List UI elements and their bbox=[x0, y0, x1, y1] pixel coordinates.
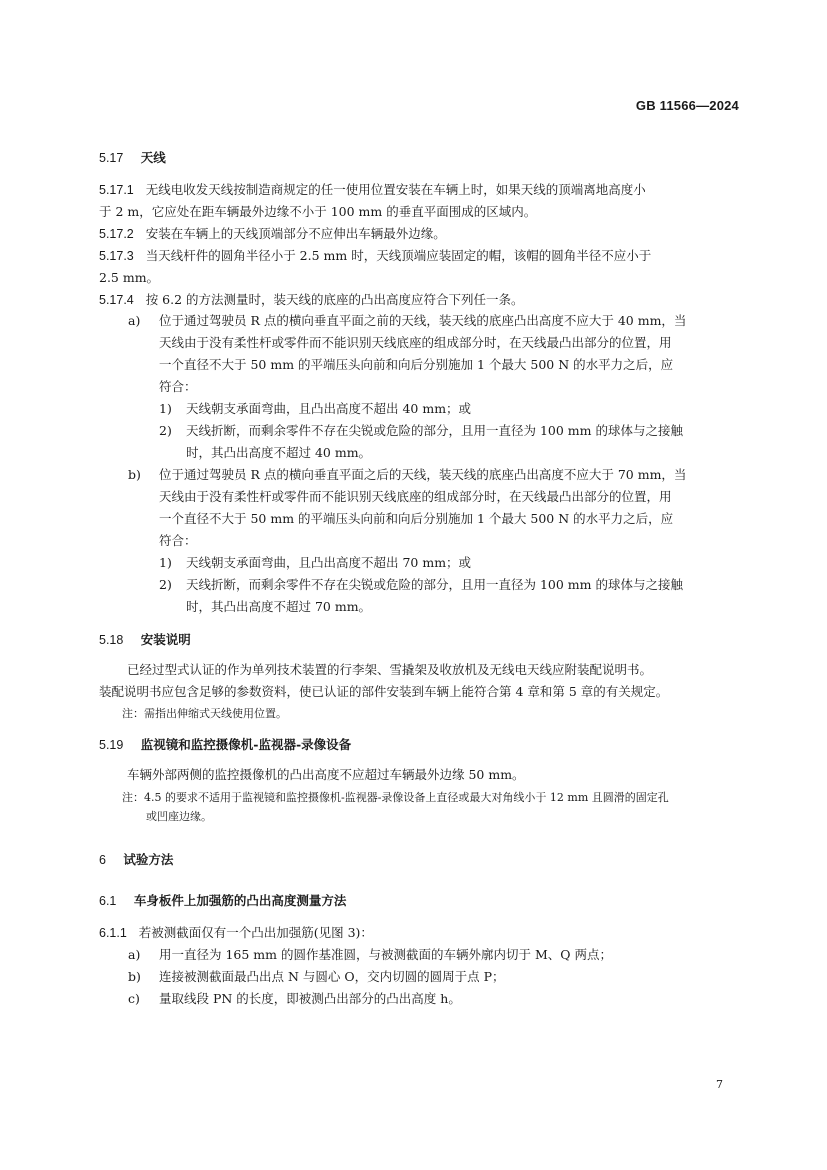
section-5-19-para: 车辆外部两侧的监控摄像机的凸出高度不应超过车辆最外边缘 50 mm。 bbox=[127, 767, 525, 782]
list-label-b: b) bbox=[128, 467, 141, 482]
item-a-line2: 天线由于没有柔性杆或零件而不能识别天线底座的组成部分时，在天线最凸出部分的位置，用 bbox=[159, 335, 672, 350]
item-b-line1: 位于通过驾驶员 R 点的横向垂直平面之后的天线，装天线的底座凸出高度不应大于 70 mm，当 bbox=[159, 467, 687, 482]
item-a-line3: 一个直径不大于 50 mm 的平端压头向前和向后分别施加 1 个最大 500 N 的水平力之后，应 bbox=[159, 357, 674, 372]
clause-5-17-1-line1 bbox=[99, 182, 646, 198]
section-number: 5.19 bbox=[99, 738, 124, 752]
list-label-6-1-1-b: b) bbox=[128, 969, 141, 984]
item-a-2-text2: 时，其凸出高度不超过 40 mm。 bbox=[186, 445, 372, 460]
clause-5-17-3-line1 bbox=[99, 248, 651, 264]
clause-text: 当天线杆件的圆角半径小于 2.5 mm 时，天线顶端应装固定的帽，该帽的圆角半径不应小于 bbox=[145, 248, 652, 263]
chapter-heading-6 bbox=[99, 852, 173, 868]
section-heading-5-19 bbox=[99, 737, 351, 753]
item-a-line4: 符合： bbox=[159, 379, 197, 394]
clause-number: 5.17.3 bbox=[99, 249, 134, 263]
section-title: 车身板件上加强筋的凸出高度测量方法 bbox=[133, 893, 347, 908]
section-5-18-note: 注：需指出伸缩式天线使用位置。 bbox=[122, 707, 287, 720]
item-a-1-text: 天线朝支承面弯曲，且凸出高度不超出 40 mm；或 bbox=[186, 401, 472, 416]
section-5-19-note-line1: 注：4.5 的要求不适用于监视镜和监控摄像机-监视器-录像设备上直径或最大对角线小于 12 mm 且圆滑的固定孔 bbox=[122, 791, 669, 804]
clause-number: 5.17.2 bbox=[99, 227, 134, 241]
section-heading-5-18 bbox=[99, 632, 191, 648]
item-b-2-label: 2) bbox=[159, 577, 172, 592]
item-b-2-text2: 时，其凸出高度不超过 70 mm。 bbox=[186, 599, 372, 614]
item-b-2-text: 天线折断，而剩余零件不存在尖锐或危险的部分，且用一直径为 100 mm 的球体与之接触 bbox=[186, 577, 683, 592]
item-a-line1: 位于通过驾驶员 R 点的横向垂直平面之前的天线，装天线的底座凸出高度不应大于 40 mm，当 bbox=[159, 313, 687, 328]
clause-text: 无线电收发天线按制造商规定的任一使用位置安装在车辆上时，如果天线的顶端离地高度小 bbox=[145, 182, 646, 197]
clause-text: 若被测截面仅有一个凸出加强筋(见图 3)： bbox=[138, 925, 373, 940]
section-number: 5.18 bbox=[99, 633, 124, 647]
clause-6-1-1 bbox=[99, 925, 373, 941]
standard-number: GB 11566—2024 bbox=[635, 98, 739, 113]
section-5-19-note-line2: 或凹座边缘。 bbox=[146, 810, 212, 823]
list-label-a: a) bbox=[128, 313, 141, 328]
item-a-1-label: 1) bbox=[159, 401, 172, 416]
list-label-6-1-1-a: a) bbox=[128, 947, 141, 962]
clause-5-17-2 bbox=[99, 226, 446, 242]
section-title: 监视镜和监控摄像机-监视器-录像设备 bbox=[140, 737, 352, 752]
section-5-18-para-line1: 已经过型式认证的作为单列技术装置的行李架、雪撬架及收放机及无线电天线应附装配说明书。 bbox=[127, 662, 653, 677]
section-number: 6.1 bbox=[99, 894, 117, 908]
item-b-line4: 符合： bbox=[159, 533, 197, 548]
item-b-line3: 一个直径不大于 50 mm 的平端压头向前和向后分别施加 1 个最大 500 N 的水平力之后，应 bbox=[159, 511, 674, 526]
section-number: 5.17 bbox=[99, 151, 124, 165]
clause-number: 5.17.4 bbox=[99, 293, 134, 307]
clause-number: 6.1.1 bbox=[99, 926, 127, 940]
item-6-1-1-c: 量取线段 PN 的长度，即被测凸出部分的凸出高度 h。 bbox=[159, 991, 461, 1006]
section-5-18-para-line2: 装配说明书应包含足够的参数资料，使已认证的部件安装到车辆上能符合第 4 章和第 5 章的有关规定。 bbox=[99, 684, 669, 699]
list-label-6-1-1-c: c) bbox=[128, 991, 140, 1006]
clause-text: 按 6.2 的方法测量时，装天线的底座的凸出高度应符合下列任一条。 bbox=[145, 292, 524, 307]
section-heading-5-17 bbox=[99, 150, 166, 166]
page-number: 7 bbox=[716, 1078, 723, 1091]
chapter-number: 6 bbox=[99, 853, 106, 867]
section-title: 天线 bbox=[140, 150, 166, 165]
section-heading-6-1 bbox=[99, 893, 346, 909]
clause-5-17-4 bbox=[99, 292, 524, 308]
clause-5-17-1-line2: 于 2 m，它应处在距车辆最外边缘不小于 100 mm 的垂直平面围成的区域内。 bbox=[99, 204, 537, 219]
item-a-2-label: 2) bbox=[159, 423, 172, 438]
clause-5-17-3-line2: 2.5 mm。 bbox=[99, 270, 160, 285]
item-6-1-1-b: 连接被测截面最凸出点 N 与圆心 O，交内切圆的圆周于点 P； bbox=[159, 969, 505, 984]
clause-text: 安装在车辆上的天线顶端部分不应伸出车辆最外边缘。 bbox=[145, 226, 446, 241]
item-6-1-1-a: 用一直径为 165 mm 的圆作基准圆，与被测截面的车辆外廓内切于 M、Q 两点； bbox=[159, 947, 612, 962]
clause-number: 5.17.1 bbox=[99, 183, 134, 197]
item-a-2-text: 天线折断，而剩余零件不存在尖锐或危险的部分，且用一直径为 100 mm 的球体与之接触 bbox=[186, 423, 683, 438]
section-title: 安装说明 bbox=[140, 632, 191, 647]
item-b-1-text: 天线朝支承面弯曲，且凸出高度不超出 70 mm；或 bbox=[186, 555, 472, 570]
item-b-1-label: 1) bbox=[159, 555, 172, 570]
item-b-line2: 天线由于没有柔性杆或零件而不能识别天线底座的组成部分时，在天线最凸出部分的位置，用 bbox=[159, 489, 672, 504]
chapter-title: 试验方法 bbox=[123, 852, 174, 867]
